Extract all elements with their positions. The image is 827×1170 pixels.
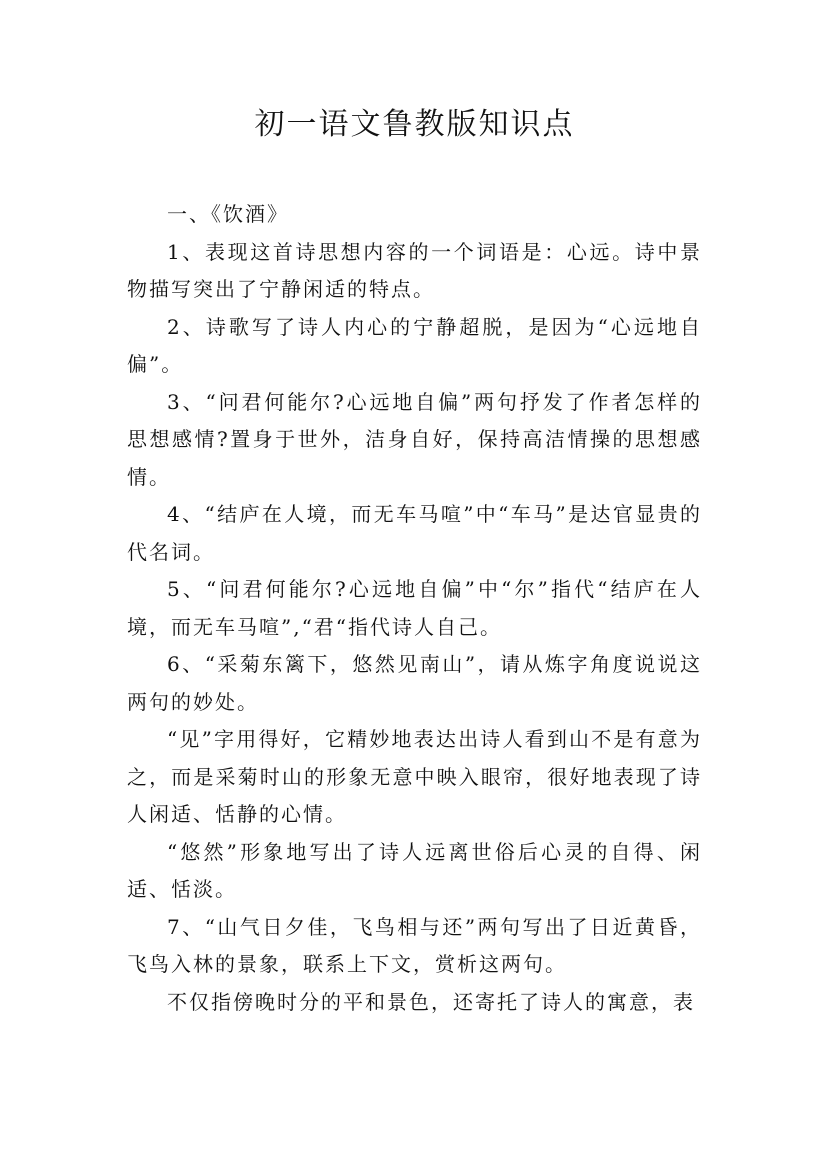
paragraph-6: 6、“采菊东篱下，悠然见南山”，请从炼字角度说说这两句的妙处。 <box>127 652 702 714</box>
section-heading-yinjiu: 一、《饮酒》 <box>167 202 289 226</box>
paragraph-6-answer-youran: “悠然”形象地写出了诗人远离世俗后心灵的自得、闲适、恬淡。 <box>127 839 702 901</box>
paragraph-1: 1、表现这首诗思想内容的一个词语是：心远。诗中景物描写突出了宁静闲适的特点。 <box>127 239 702 301</box>
paragraph-7-answer: 不仅指傍晚时分的平和景色，还寄托了诗人的寓意，表 <box>167 989 695 1014</box>
paragraph-5: 5、“问君何能尔?心远地自偏”中“尔”指代“结庐在人境，而无车马喧”,“君“指代诗人自己。 <box>127 577 702 639</box>
document-body <box>127 196 702 1021</box>
paragraph-4: 4、“结庐在人境，而无车马喧”中“车马”是达官显贵的代名词。 <box>127 502 702 564</box>
document-title: 初一语文鲁教版知识点 <box>254 107 575 142</box>
paragraph-3: 3、“问君何能尔?心远地自偏”两句抒发了作者怎样的思想感情?置身于世外，洁身自好，保持高洁情操的思想感情。 <box>127 389 702 489</box>
paragraph-6-answer-jian: “见”字用得好，它精妙地表达出诗人看到山不是有意为之，而是采菊时山的形象无意中映入眼帘，很好地表现了诗人闲适、恬静的心情。 <box>127 727 702 826</box>
paragraph-7: 7、“山气日夕佳，飞鸟相与还”两句写出了日近黄昏，飞鸟入林的景象，联系上下文，赏析这两句。 <box>127 914 702 976</box>
paragraph-2: 2、诗歌写了诗人内心的宁静超脱，是因为“心远地自偏”。 <box>127 314 702 376</box>
